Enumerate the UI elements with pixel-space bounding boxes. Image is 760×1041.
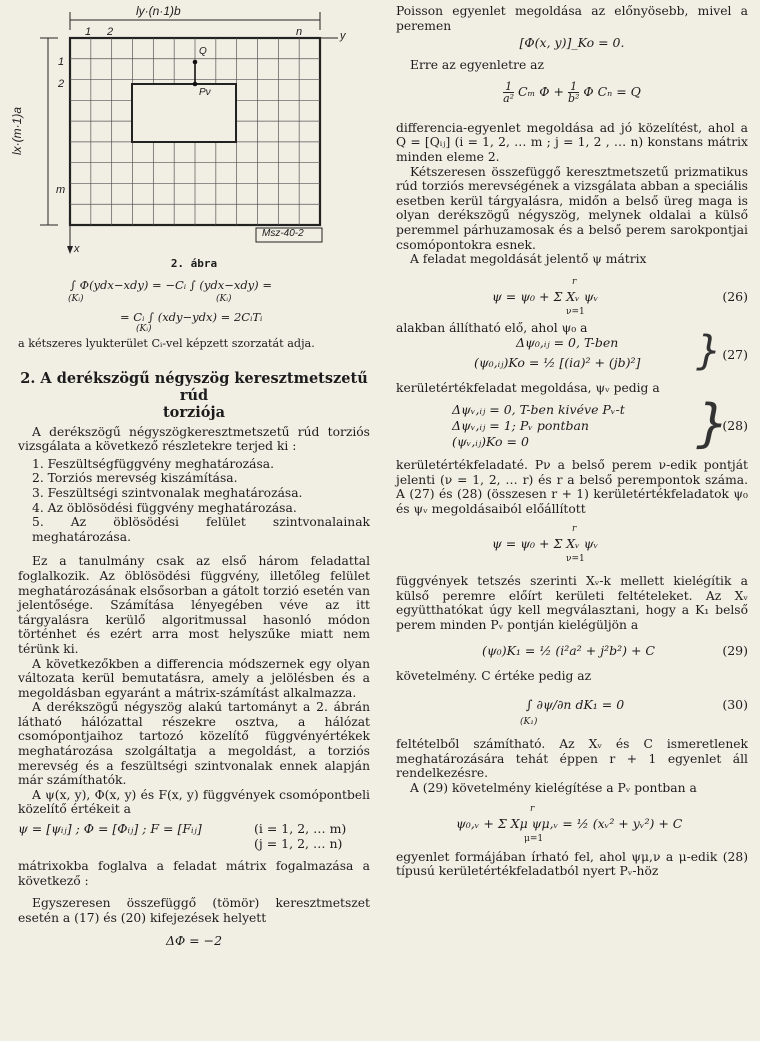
paragraph-psi-matrix: A feladat megoldását jelentő ψ mátrix: [410, 252, 647, 267]
section-heading-line1: 2. A derékszögű négyszög keresztmetszetű rúd: [20, 369, 368, 404]
equation-29: (ψ₀)K₁ = ½ (i²a² + j²b²) + C (29): [482, 642, 748, 658]
integral-1-sub-b: (Kᵢ): [216, 294, 232, 304]
section-heading-line2: torziója: [162, 403, 226, 421]
integral-conclusion: a kétszeres lyukterület Cᵢ-vel képzett szorzatát adja.: [18, 337, 315, 350]
paragraph-for-equation: Erre az egyenletre az: [410, 58, 544, 73]
equation-final: r ψ₀,ᵥ + Σ Xμ ψμ,ᵥ = ½ (xᵥ² + yᵥ²) + C μ=1: [456, 803, 683, 844]
left-column: [10, 0, 370, 949]
x-axis-label: x: [74, 243, 80, 255]
point-p-label: Pν: [199, 87, 211, 98]
brace-27: }: [696, 328, 722, 375]
left-dimension-label: lx·(m·1)a: [10, 107, 24, 155]
matrix-definition: ψ = [ψᵢⱼ] ; Φ = [Φᵢⱼ] ; F = [Fᵢⱼ] (i = 1, 2, … m) (j = 1, 2, … n): [18, 821, 347, 852]
list-item: 5. Az öblösödési felület szintvonalainak meghatározása.: [32, 515, 370, 544]
paragraph-x-nu: függvények tetszés szerinti Xᵥ-k mellett kielégítik a külső peremre előírt kerületi feltételeket. Az Xᵥ együtthatókat úgy kell megválasztani, hogy a K₁ belső perem minden Pᵥ pontján kielégüljön a: [396, 574, 748, 633]
list-item: 4. Az öblösödési függvény meghatározása.: [32, 500, 297, 515]
row-label-1: 1: [58, 56, 65, 68]
paragraph-psi-nu: kerületértékfeladat megoldása, ψᵥ pedig a: [396, 381, 660, 396]
paragraph-difference-solution: differencia-egyenlet megoldása ad jó közelítést, ahol a Q = [Qᵢⱼ] (i = 1, 2, … m ; j = 1, 2 , … n) konstans mátrix minden eleme 2.: [396, 120, 748, 164]
paragraph-doubly-connected: Kétszeresen összefüggő keresztmetszetű prizmatikus rúd torziós merevségének a vizsgálata abban a speciális esetben kerül tárgyalásra, midőn a belső üreg maga is olyan derékszögű négyszög, melynek oldalai a külső peremmel párhuzamosak és a belső perem sarokpontjai csomópontokra esnek.: [396, 164, 748, 252]
equation-number: (28): [722, 417, 748, 433]
paragraph-psi0: alakban állítható elő, ahol ψ₀ a: [396, 320, 588, 335]
equation-boundary: [Φ(x, y)]_Ko = 0.: [519, 35, 625, 51]
grid-figure: [18, 0, 370, 270]
equation-difference: $\frac{1}{\text{a²}}$ Cₘ Φ + $\frac{1}{\text{b²}}$ Φ Cₙ = Q: [503, 79, 641, 105]
paragraph-functions: A ψ(x, y), Φ(x, y) és F(x, y) függvények csomópontbeli közelítő értékeit a: [18, 787, 370, 817]
paragraph-requirement: A (29) követelmény kielégítése a Pᵥ pontban a: [410, 781, 697, 796]
list-item: 1. Feszültségfüggvény meghatározása.: [32, 456, 275, 471]
equation-30: ∫ ∂ψ/∂n dK₁ = 0 (K₁) (30): [520, 697, 748, 728]
list-item: 3. Feszültségi szintvonalak meghatározása.: [32, 485, 303, 500]
row-label-2: 2: [58, 78, 65, 90]
list-item: 2. Torziós merevség kiszámítása.: [32, 471, 238, 486]
integral-1-sub-a: (Kᵢ): [68, 294, 84, 304]
paragraph-c-value: követelmény. C értéke pedig az: [396, 668, 592, 683]
paragraph-scope: Ez a tanulmány csak az első három feladattal foglalkozik. Az öblösödési függvény, illetőleg felület meghatározásának elsősorban a gátolt torzió esetén van jelentősége. Számítása lényegében véve az itt tárgyalásra kerülő algoritmussal hasonló módon történhet és ezért arra most helyszűke miatt nem térünk ki.: [18, 554, 370, 656]
brace-28: }: [696, 393, 730, 454]
col-label-n: n: [296, 26, 303, 38]
equation-number: (30): [722, 697, 748, 713]
integral-2: = Cᵢ ∫ (xdy−ydx) = 2CᵢTᵢ: [120, 310, 263, 324]
paragraph-grid: A derékszögű négyszög alakú tartományt a 2. ábrán látható hálózattal részekre osztva, a hálózat csomópontjaihoz tartozó közelítő függvényértékek meghatározása szolgáltatja a megoldást, a torziós merevség és a feszültségi szintvonalak ennek alapján már számíthatók.: [18, 700, 370, 788]
paragraph-p-nu: kerületértékfeladaté. Pν a belső perem ν-edik pontját jelenti (ν = 1, 2, … r) és r a belső perempontok száma. A (27) és (28) (összesen r + 1) kerületértékfeladatok ψ₀ és ψᵥ megoldásaiból előállított: [396, 457, 748, 516]
paragraph-matrix-form: mátrixokba foglalva a feladat mátrix fogalmazása a következő :: [18, 859, 370, 888]
top-dimension-label: ly·(n·1)b: [136, 4, 181, 18]
paragraph-unknowns: feltételből számítható. Az Xᵥ és C ismeretlenek meghatározására tehát éppen r + 1 egyenlet áll rendelkezésre.: [396, 737, 748, 781]
equation-sum: r ψ = ψ₀ + Σ Xᵥ ψᵥ ν=1: [492, 524, 599, 565]
col-label-1: 1: [85, 26, 92, 38]
equation-28: Δψᵥ,ᵢⱼ = 0, T-ben kivéve Pᵥ-t Δψᵥ,ᵢⱼ = 1; Pᵥ pontban (ψᵥ,ᵢⱼ)Ko = 0 } (28): [452, 393, 748, 454]
paragraph-method: A következőkben a differencia módszernek egy olyan változata kerül bemutatásra, amely a jelölésben és a megoldásban egyaránt a mátrix-számítást alkalmazza.: [18, 656, 370, 700]
point-q-label: Q: [199, 46, 207, 57]
integral-2-sub: (Kᵢ): [136, 324, 152, 334]
equation-number: (27): [722, 347, 748, 363]
equation-poisson: ΔΦ = −2: [165, 933, 223, 949]
row-label-m: m: [56, 184, 66, 196]
figure-stamp: Msz-40-2: [262, 228, 304, 239]
equation-26: r ψ = ψ₀ + Σ Xᵥ ψᵥ ν=1 (26): [492, 276, 748, 317]
equation-number: (26): [722, 288, 748, 304]
col-label-2: 2: [107, 26, 114, 38]
paragraph-simply-connected: Egyszeresen összefüggő (tömör) keresztmetszet esetén a (17) és (20) kifejezések helyett: [18, 896, 370, 925]
equation-number: (29): [722, 642, 748, 658]
right-column: [396, 0, 748, 879]
y-axis-label: y: [340, 30, 346, 42]
paragraph-final: egyenlet formájában írható fel, ahol ψμ,ν a μ-edik (28) típusú kerületértékfeladatból nyert Pᵥ-höz: [396, 849, 748, 879]
paragraph-poisson: Poisson egyenlet megoldása az előnyösebb, mivel a peremen: [396, 4, 748, 33]
paragraph-intro: A derékszögű négyszögkeresztmetszetű rúd torziós vizsgálata a következő részletekre terjed ki :: [18, 424, 370, 454]
figure-2: [10, 0, 370, 270]
equation-27: Δψ₀,ᵢⱼ = 0, T-ben (ψ₀,ᵢⱼ)Ko = ½ [(ia)² + (jb)²] } (27): [474, 328, 748, 375]
task-list: [18, 457, 370, 545]
figure-caption: 2. ábra: [170, 257, 218, 270]
integral-1: ∫ Φ(ydx−xdy) = −Cᵢ ∫ (ydx−xdy) =: [70, 278, 272, 292]
integral-block: [18, 278, 370, 335]
